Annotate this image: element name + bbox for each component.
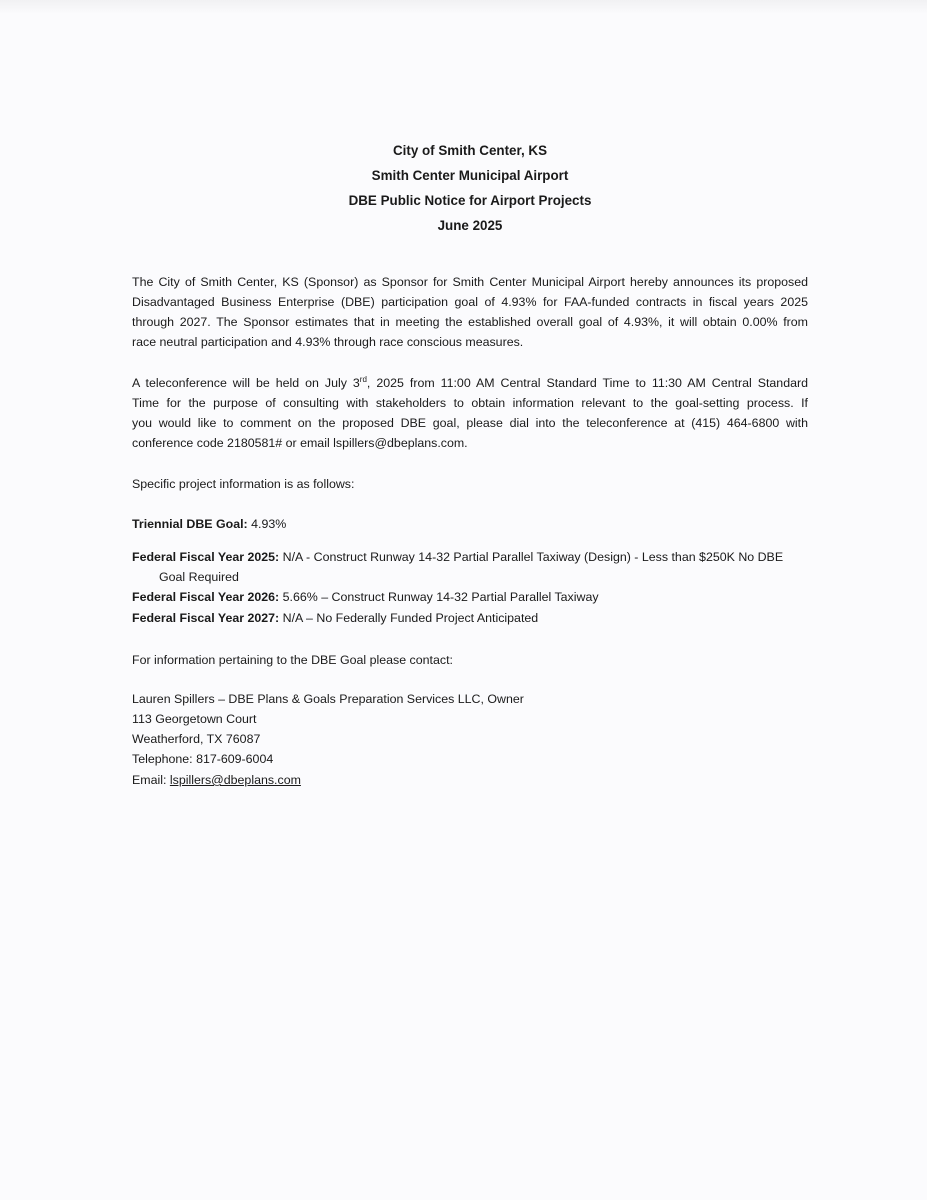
contact-telephone: Telephone: 817-609-6004 bbox=[132, 752, 274, 766]
header-notice-title: DBE Public Notice for Airport Projects bbox=[348, 193, 592, 208]
fiscal-year-2027 bbox=[132, 608, 538, 628]
fiscal-year-label: Federal Fiscal Year 2026: bbox=[132, 590, 280, 604]
fiscal-year-label: Federal Fiscal Year 2027: bbox=[132, 611, 280, 625]
paragraph-line: conference code 2180581# or email lspillers@dbeplans.com. bbox=[132, 436, 468, 450]
contact-intro: For information pertaining to the DBE Goal please contact: bbox=[132, 653, 453, 667]
paragraph-line: through 2027. The Sponsor estimates that in meeting the established overall goal of 4.93%, it will obtain 0.00% from bbox=[132, 315, 808, 329]
goal-announcement-paragraph bbox=[132, 272, 808, 352]
contact-email-link[interactable]: lspillers@dbeplans.com bbox=[169, 773, 301, 787]
specific-info-intro: Specific project information is as follows: bbox=[132, 477, 355, 491]
paragraph-line: Time for the purpose of consulting with stakeholders to obtain information relevant to the goal-setting process. If bbox=[132, 396, 808, 410]
fiscal-year-value: N/A - Construct Runway 14-32 Partial Parallel Taxiway (Design) - Less than $250K No DBE bbox=[282, 550, 784, 564]
paragraph-line: you would like to comment on the proposed DBE goal, please dial into the teleconference at (415) 464-6800 with bbox=[132, 416, 808, 430]
header-date: June 2025 bbox=[437, 218, 503, 233]
paragraph-line: Disadvantaged Business Enterprise (DBE) participation goal of 4.93% for FAA-funded contracts in fiscal years 2025 bbox=[132, 295, 808, 309]
contact-street: 113 Georgetown Court bbox=[132, 712, 257, 726]
teleconference-time-text: , 2025 from 11:00 AM Central Standard Time to 11:30 AM Central Standard bbox=[366, 376, 808, 390]
contact-name: Lauren Spillers – DBE Plans & Goals Preparation Services LLC, Owner bbox=[132, 692, 524, 706]
fiscal-year-value: N/A – No Federally Funded Project Anticipated bbox=[282, 611, 539, 625]
contact-email-label: Email: bbox=[132, 773, 170, 787]
fiscal-year-2025-continuation: Goal Required bbox=[159, 570, 239, 584]
date-ordinal-suffix: rd bbox=[359, 374, 367, 384]
fiscal-year-2025 bbox=[132, 547, 783, 567]
paragraph-line bbox=[132, 373, 808, 393]
paragraph-line: The City of Smith Center, KS (Sponsor) as Sponsor for Smith Center Municipal Airport hereby announces its proposed bbox=[132, 275, 808, 289]
teleconference-paragraph bbox=[132, 373, 808, 453]
scan-edge bbox=[0, 0, 927, 14]
fiscal-year-value: 5.66% – Construct Runway 14-32 Partial Parallel Taxiway bbox=[282, 590, 599, 604]
triennial-goal bbox=[132, 514, 286, 534]
fiscal-year-label: Federal Fiscal Year 2025: bbox=[132, 550, 280, 564]
triennial-goal-label: Triennial DBE Goal: bbox=[132, 517, 248, 531]
fiscal-year-2026 bbox=[132, 587, 599, 607]
teleconference-date-text: A teleconference will be held on July 3 bbox=[132, 376, 360, 390]
header-airport: Smith Center Municipal Airport bbox=[371, 168, 569, 183]
contact-email bbox=[132, 770, 301, 790]
header-city: City of Smith Center, KS bbox=[392, 143, 547, 158]
paragraph-line: race neutral participation and 4.93% through race conscious measures. bbox=[132, 335, 524, 349]
notice-header bbox=[132, 138, 808, 238]
contact-city: Weatherford, TX 76087 bbox=[132, 732, 261, 746]
triennial-goal-value: 4.93% bbox=[251, 517, 287, 531]
